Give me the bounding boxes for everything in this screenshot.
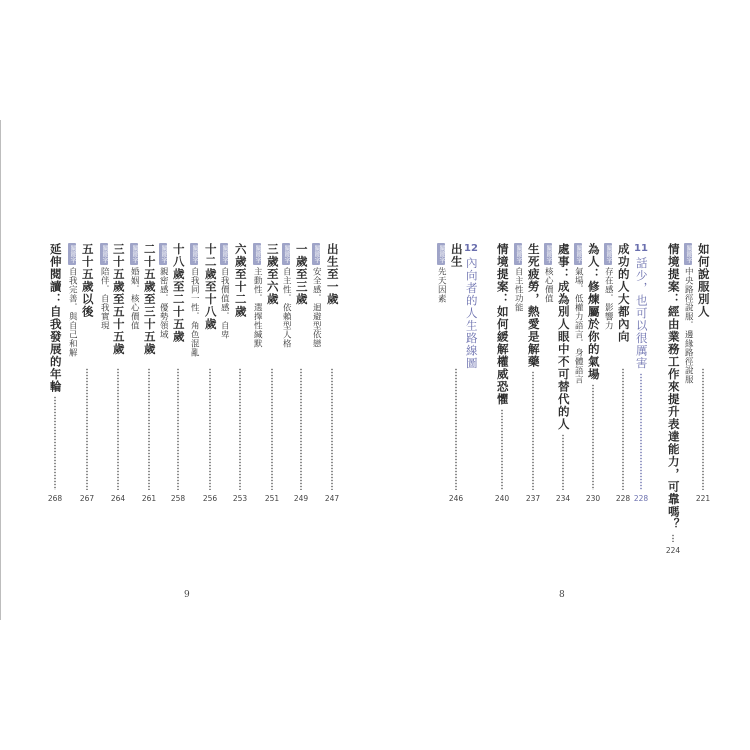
keyword-text: 自主性功能 xyxy=(513,267,524,312)
keyword-text: 婚姻．核心價值 xyxy=(129,267,140,330)
entry-title: 情境提案：如何緩解權威恐懼 xyxy=(495,243,510,406)
leader-dots xyxy=(672,534,674,542)
entry-title: 二十五歲至三十五歲 xyxy=(142,243,157,356)
chapter-heading[interactable] xyxy=(631,243,651,503)
keyword-badge: 關鍵字 xyxy=(515,245,522,263)
keyword-badge: 關鍵字 xyxy=(605,245,612,263)
leader-dots xyxy=(54,396,56,490)
leader-dots xyxy=(117,368,119,490)
page-folio: 8 xyxy=(559,590,565,600)
chapter-number: 11 xyxy=(634,243,648,254)
keyword-badge: 關鍵字 xyxy=(160,245,167,263)
leader-dots xyxy=(702,368,704,490)
chapter-number: 12 xyxy=(464,243,478,254)
leader-dots xyxy=(501,409,503,491)
keyword-badge: 關鍵字 xyxy=(131,245,138,263)
page-number: 267 xyxy=(79,494,95,503)
page-number: 221 xyxy=(695,494,711,503)
leader-dots xyxy=(592,384,594,491)
entry-title: 出生至一歲 xyxy=(325,243,340,306)
chapter-title: 內向者的人生路線圖 xyxy=(464,257,479,370)
page-number: 234 xyxy=(555,494,571,503)
entry-title: 情境提案：經由業務工作來提升表達能力，可靠嗎？ xyxy=(666,243,681,531)
entry-title: 十八歲至二十五歲 xyxy=(171,243,186,343)
toc-keyword-row xyxy=(62,243,82,503)
leader-dots xyxy=(148,368,150,490)
keyword-text: 先天因素 xyxy=(436,267,447,303)
page-number: 261 xyxy=(141,494,157,503)
page-number: 247 xyxy=(324,494,340,503)
keyword-text: 安全感．迴避型依戀 xyxy=(311,267,322,348)
page-number: 246 xyxy=(448,494,464,503)
entry-title: 五十五歲以後 xyxy=(80,243,95,318)
keyword-text: 自我同一性．角色混亂 xyxy=(189,267,200,357)
page-number: 264 xyxy=(110,494,126,503)
entry-title: 處事：成為別人眼中不可替代的人 xyxy=(556,243,571,431)
keyword-badge: 關鍵字 xyxy=(191,245,198,263)
entry-title: 延伸閱讀：自我發展的年輪 xyxy=(48,243,63,393)
entry-title: 六歲至十二歲 xyxy=(233,243,248,318)
entry-title: 十二歲至十八歲 xyxy=(203,243,218,331)
page-number: 253 xyxy=(232,494,248,503)
entry-title: 出生 xyxy=(449,243,464,268)
page-folio: 9 xyxy=(184,590,190,600)
toc-keyword-row xyxy=(94,243,114,503)
entry-title: 成功的人大都內向 xyxy=(616,243,631,343)
toc-keyword-row xyxy=(431,243,451,503)
leader-dots xyxy=(622,368,624,490)
keyword-text: 親密感．優勢領域 xyxy=(158,267,169,339)
keyword-text: 自我完善．與自己和解 xyxy=(67,267,78,357)
leader-dots xyxy=(455,368,457,490)
keyword-badge: 關鍵字 xyxy=(685,245,692,263)
keyword-text: 陪伴．自我實現 xyxy=(99,267,110,330)
keyword-text: 中央路徑說服．邊緣路徑說服 xyxy=(683,267,694,384)
toc-entry[interactable] xyxy=(492,243,512,503)
leader-dots xyxy=(532,371,534,490)
leader-dots xyxy=(562,434,564,491)
toc-entry[interactable] xyxy=(663,243,683,555)
keyword-text: 自我價值感．自卑 xyxy=(219,267,230,339)
keyword-text: 存在感．影響力 xyxy=(603,267,614,330)
page-number: 268 xyxy=(47,494,63,503)
leader-dots xyxy=(640,373,642,491)
page-number: 228 xyxy=(633,494,649,503)
keyword-badge: 關鍵字 xyxy=(575,245,582,263)
page-number: 230 xyxy=(585,494,601,503)
leader-dots xyxy=(239,368,241,490)
keyword-badge: 關鍵字 xyxy=(313,245,320,263)
page-number: 256 xyxy=(202,494,218,503)
page-number: 258 xyxy=(170,494,186,503)
entry-title: 一歲至三歲 xyxy=(294,243,309,306)
keyword-badge: 關鍵字 xyxy=(69,245,76,263)
keyword-badge: 關鍵字 xyxy=(101,245,108,263)
entry-title: 生死疲勞，熱愛是解藥 xyxy=(526,243,541,368)
right-page xyxy=(375,0,750,750)
page-number: 237 xyxy=(525,494,541,503)
chapter-title: 話少，也可以很厲害 xyxy=(634,257,649,370)
keyword-badge: 關鍵字 xyxy=(438,245,445,263)
toc-entry[interactable] xyxy=(45,243,65,503)
page-number: 224 xyxy=(665,545,681,555)
keyword-text: 氣場．低權力語言．身體語言 xyxy=(573,267,584,384)
leader-dots xyxy=(300,368,302,490)
entry-title: 三十五歲至五十五歲 xyxy=(111,243,126,356)
toc-keyword-row xyxy=(247,243,267,503)
leader-dots xyxy=(331,368,333,490)
keyword-badge: 關鍵字 xyxy=(283,245,290,263)
keyword-text: 主動性．選擇性緘默 xyxy=(252,267,263,348)
keyword-badge: 關鍵字 xyxy=(545,245,552,263)
leader-dots xyxy=(86,368,88,490)
page-number: 228 xyxy=(615,494,631,503)
keyword-text: 自主性．依賴型人格 xyxy=(281,267,292,348)
entry-title: 如何說服別人 xyxy=(696,243,711,318)
entry-title: 三歲至六歲 xyxy=(265,243,280,306)
page-number: 251 xyxy=(264,494,280,503)
leader-dots xyxy=(209,368,211,490)
keyword-badge: 關鍵字 xyxy=(221,245,228,263)
keyword-badge: 關鍵字 xyxy=(254,245,261,263)
page-number: 240 xyxy=(494,494,510,503)
page-number: 249 xyxy=(293,494,309,503)
leader-dots xyxy=(177,368,179,490)
entry-title: 為人：修煉屬於你的氣場 xyxy=(586,243,601,381)
leader-dots xyxy=(271,368,273,490)
keyword-text: 核心價值 xyxy=(543,267,554,303)
